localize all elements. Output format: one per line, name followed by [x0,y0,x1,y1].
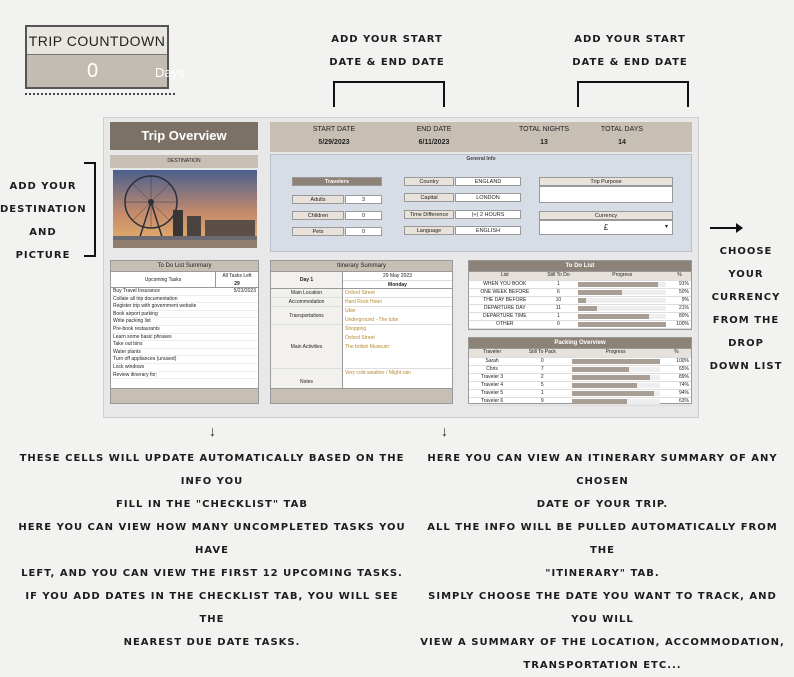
currency-label: Currency [539,211,673,220]
language-value[interactable]: ENGLISH [455,226,521,235]
end-date-cell[interactable]: END DATE 6/11/2023 [416,126,452,146]
activity-2: Oxford Street [345,335,375,341]
accommodation-label: Accommodation [271,298,342,307]
arrow-currency [710,227,742,229]
countdown-title: TRIP COUNTDOWN [27,27,167,55]
progress-track [572,383,660,388]
adults-label: Adults [292,195,344,204]
row-name: ONE WEEK BEFORE [469,288,541,296]
todo-summary-panel [110,260,259,404]
todo-summary-footer [111,388,258,403]
task-row [111,349,258,357]
row-name: THE DAY BEFORE [469,296,541,304]
packing-col-progress: Progress [570,349,662,357]
packing-col-pct: % [662,349,691,357]
task-date [228,372,258,379]
timediff-value[interactable]: (+) 2 HOURS [455,210,521,219]
general-info-panel [270,154,692,252]
progress-track [572,367,660,372]
timediff-label: Time Difference [404,210,454,219]
table-row [469,357,691,365]
tasks-left-value: 29 [234,281,240,287]
progress-track [578,282,666,287]
pets-value[interactable]: 0 [345,227,382,236]
row-percent: 65% [662,365,691,373]
progress-bar [578,322,666,327]
row-remaining: 0 [541,320,577,328]
progress-bar [578,290,622,295]
dotted-divider [25,93,175,95]
progress-bar [578,298,586,303]
task-row [111,334,258,342]
progress-track [578,314,666,319]
row-remaining: 1 [515,389,570,397]
activity-3: The british Museum [345,343,452,369]
task-date [228,334,258,341]
row-remaining: 1 [541,312,577,320]
itinerary-footer [271,388,452,403]
total-nights-cell: TOTAL NIGHTS 13 [518,126,570,146]
row-percent: 89% [662,373,691,381]
annotation-currency: CHOOSE YOUR CURRENCY FROM THE DROP DOWN LIST [709,246,783,372]
children-value[interactable]: 0 [345,211,382,220]
task-name: Buy Travel Insurance [113,288,160,294]
todo-list-title: To Do List [469,261,691,272]
progress-track [572,399,660,404]
task-name: Write packing list [113,318,151,325]
packing-panel [468,337,692,404]
progress-bar [572,399,627,404]
main-location-label: Main Location [271,289,342,298]
row-name: OTHER [469,320,541,328]
task-date [228,364,258,371]
countdown-unit: Days [155,65,185,80]
row-percent: 63% [662,397,691,405]
task-date [228,349,258,356]
todo-col-still: Still To Do [541,272,577,280]
transport-2: Underground - The tube [345,316,452,325]
row-percent: 100% [668,320,691,328]
tasks-left-box: All Tasks Left 29 [216,272,258,287]
trip-overview-sheet [103,117,699,418]
table-row [469,296,691,304]
row-name: DEPARTURE TIME [469,312,541,320]
table-row [469,381,691,389]
task-name: Register trip with government website [113,303,197,310]
row-name: Traveler 4 [469,381,515,389]
destination-label: DESTINATION [110,155,258,168]
table-row [469,365,691,373]
bracket-destination [84,162,96,257]
task-date [228,341,258,348]
country-value[interactable]: ENGLAND [455,177,521,186]
progress-bar [572,383,637,388]
country-label: Country [404,177,454,186]
itinerary-title: Itinerary Summary [271,261,452,272]
table-row [469,389,691,397]
london-eye-image [113,170,257,248]
progress-track [572,359,660,364]
task-date [228,356,258,363]
trip-countdown-widget [25,25,185,89]
task-date [228,311,258,318]
packing-title: Packing Overview [469,338,691,349]
task-row [111,311,258,319]
progress-bar [578,314,648,319]
capital-value[interactable]: LONDON [455,193,521,202]
transport-1: Uber [345,308,356,314]
row-name: Traveler 5 [469,389,515,397]
row-name: Chris [469,365,515,373]
trip-purpose-value[interactable] [539,186,673,203]
travelers-header: Travelers [292,177,382,186]
progress-bar [572,391,655,396]
row-name: DEPARTURE DAY [469,304,541,312]
main-location-value: Oxford Street [345,289,452,298]
todo-list-panel [468,260,692,330]
task-date: 5/23/2023 [233,288,256,294]
destination-picture[interactable] [113,170,257,248]
adults-value[interactable]: 3 [345,195,382,204]
row-remaining: 9 [515,397,570,405]
task-name: Take out bins [113,341,143,348]
activities-label: Main Activities [271,325,342,369]
trip-purpose-label: Trip Purpose [539,177,673,186]
progress-bar [572,375,650,380]
task-date [228,303,258,310]
task-row [111,364,258,372]
row-percent: 91% [668,280,691,288]
task-row [111,303,258,311]
table-row [469,288,691,296]
task-row [111,296,258,304]
task-date [228,326,258,333]
itinerary-date-select[interactable] [343,272,452,288]
row-remaining: 2 [515,373,570,381]
notes-label: Notes [299,379,314,385]
progress-bar [572,367,629,372]
task-name: Book airport parking [113,310,158,317]
task-row [111,318,258,326]
task-row [111,326,258,334]
row-remaining: 7 [515,365,570,373]
row-remaining: 6 [541,288,577,296]
table-row [469,397,691,405]
itinerary-date[interactable]: 29 May 2023 [343,272,452,281]
bracket-dates-1 [333,81,445,107]
children-label: Children [292,211,344,220]
row-percent: 21% [668,304,691,312]
row-percent: 9% [668,296,691,304]
todo-summary-title: To Do List Summary [111,261,258,272]
packing-table [469,349,691,406]
countdown-value: 0 [87,60,99,82]
activity-1: Shopping [345,326,367,332]
table-row [469,280,691,288]
task-name: Turn off appliances (unused) [113,356,177,363]
row-percent: 80% [668,312,691,320]
accommodation-value: Hard Rock Hotel [345,298,452,307]
row-remaining: 0 [515,357,570,365]
notes-value: Very cold weather / Might rain [345,370,411,376]
annotation-itinerary: HERE YOU CAN VIEW AN ITINERARY SUMMARY OF ANY CHOSEN DATE OF YOUR TRIP. ALL THE INFO WILL BE PULLED AUTOMATICALLY FROM THE "ITINERARY" TAB. SIMPLY CHOOSE THE DATE YOU WANT TO TRACK, AND YOU WILL VIEW A SUMMARY OF THE LOCATION, ACCOMMODATION, TRANSPORTATION ETC... [420,453,785,671]
total-days-cell: TOTAL DAYS 14 [600,126,644,146]
annotation-start-end-2: ADD YOUR START DATE & END DATE [572,34,688,68]
table-row [469,312,691,320]
table-row [469,304,691,312]
row-remaining: 5 [515,381,570,389]
row-percent: 94% [662,389,691,397]
progress-track [578,298,666,303]
task-row [111,341,258,349]
progress-track [572,391,660,396]
start-date-cell[interactable]: START DATE 5/29/2023 [312,126,356,146]
transportations-label: Transportations [271,307,342,325]
row-percent: 100% [662,357,691,365]
row-name: WHEN YOU BOOK [469,280,541,288]
row-percent: 50% [668,288,691,296]
task-name: Review itinerary for; [113,371,158,378]
row-remaining: 1 [541,280,577,288]
arrow-down-left: ↓ [209,423,216,439]
currency-select[interactable] [539,220,673,235]
upcoming-tasks-header: Upcoming Tasks [111,272,216,287]
annotation-destination: ADD YOUR DESTINATION AND PICTURE [0,181,87,261]
row-remaining: 10 [541,296,577,304]
todo-col-progress: Progress [576,272,668,280]
bracket-dates-2 [577,81,689,107]
row-name: Traveler 6 [469,397,515,405]
row-name: Sarah [469,357,515,365]
progress-track [578,322,666,327]
row-name: Traveler 3 [469,373,515,381]
progress-bar [578,282,658,287]
pets-label: Pets [292,227,344,236]
table-row [469,320,691,328]
annotation-todo-summary: THESE CELLS WILL UPDATE AUTOMATICALLY BASED ON THE INFO YOU FILL IN THE "CHECKLIST" TAB HERE YOU CAN VIEW HOW MANY UNCOMPLETED TASKS YOU HAVE LEFT, AND YOU CAN VIEW THE FIRST 12 UPCOMING TASKS. IF YOU ADD DATES IN THE CHECKLIST TAB, YOU WILL SEE THE NEAREST DUE DATE TASKS. [18,453,406,648]
task-name: Learn some basic phrases [113,333,172,340]
task-row [111,372,258,380]
progress-bar [572,359,660,364]
annotation-start-end-1: ADD YOUR START DATE & END DATE [329,34,445,68]
task-name: Lock windows [113,363,145,370]
task-name: Water plants [113,348,141,355]
progress-track [572,375,660,380]
task-name: Pre-book restaurants [113,325,160,332]
task-row [111,356,258,364]
capital-label: Capital [404,193,454,202]
task-name: Collate all trip documentation [113,295,178,302]
todo-list-table [469,272,691,329]
row-remaining: 11 [541,304,577,312]
itinerary-weekday: Monday [388,282,407,288]
table-row [469,373,691,381]
task-date [228,296,258,303]
progress-bar [578,306,596,311]
row-percent: 74% [662,381,691,389]
chevron-down-icon[interactable]: ▾ [664,224,668,230]
itinerary-day: Day 1 [271,272,343,288]
progress-track [578,290,666,295]
todo-col-list: List [469,272,541,280]
language-label: Language [404,226,454,235]
packing-col-traveler: Traveler [469,349,515,357]
todo-col-pct: % [668,272,691,280]
task-row [111,288,258,296]
currency-value: £ [603,223,609,232]
sheet-title: Trip Overview [110,122,258,150]
task-list [111,288,258,379]
itinerary-summary-panel [270,260,453,404]
arrow-down-right: ↓ [441,423,448,439]
dates-bar [270,122,692,152]
progress-track [578,306,666,311]
task-date [228,318,258,325]
general-info-title: General Info [466,156,496,162]
packing-col-still: Still To Pack [515,349,570,357]
